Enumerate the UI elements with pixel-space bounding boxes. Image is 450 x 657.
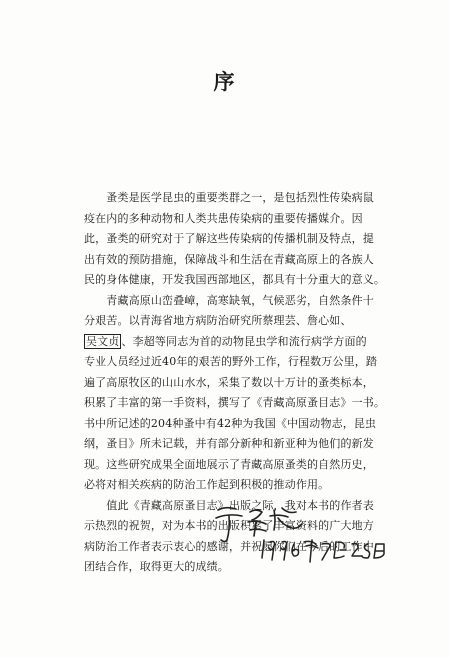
text-line: 遍了高原牧区的山山水水，采集了数以十万计的蚤类标本， [84, 375, 374, 389]
text-line: 民的身体健康，开发我国西部地区，都具有十分重大的意义。 [84, 273, 386, 286]
text-line: 书中所记述的204种蚤中有42种为我国《中国动物志，昆虫 [84, 416, 377, 430]
text-line: 疫在内的多种动物和人类共患传染病的重要传播媒介。因 [84, 211, 363, 225]
text-line: 团结合作，取得更大的成绩。 [84, 560, 229, 573]
text-line: 青藏高原山峦叠嶂，高寒缺氧，气候恶劣，自然条件十 [84, 293, 374, 307]
text-line: 示热烈的祝贺，对为本书的出版积累了丰富资料的广大地方 [84, 519, 374, 532]
handwritten-signature [212, 500, 402, 570]
paragraph-2 [84, 291, 386, 496]
text-line: 此，蚤类的研究对于了解这些传染病的传播机制及特点，提 [84, 232, 374, 245]
text-line: 值此《青藏高原蚤目志》出版之际，我对本书的作者表 [84, 498, 374, 512]
page-title: 序 [213, 69, 237, 94]
text-line: 现。这些研究成果全面地展示了青藏高原蚤类的自然历史， [84, 457, 374, 471]
text-line: 分艰苦。以青海省地方病防治研究所蔡理芸、詹心如、 [84, 314, 352, 327]
text-line-with-boxed-name [84, 332, 374, 353]
text-line: 积累了丰富的第一手资料，撰写了《青藏高原蚤目志》一书。 [84, 396, 386, 409]
text-line: 蚤类是医学昆虫的重要类群之一，是包括烈性传染病鼠 [84, 191, 374, 204]
text-line: 专业人员经过近40年的艰苦的野外工作，行程数万公里，踏 [84, 355, 378, 368]
text-line: 必将对相关疾病的防治工作起到积极的推动作用。 [84, 478, 330, 491]
boxed-author-name: 吴文贞 [86, 334, 120, 348]
signature-drawing [212, 500, 402, 570]
text-line: 病防治工作者表示衷心的感谢，并祝愿你们在今后的工作中 [84, 539, 374, 553]
text-line: 出有效的预防措施，保障战斗和生活在青藏高原上的各族人 [84, 252, 374, 266]
paragraph-1 [84, 188, 386, 291]
line-rest: 、李超等同志为首的动物昆虫学和流行病学方面的 [121, 334, 367, 348]
text-line: 纲，蚤目》所未记载，并有部分新种和新亚种为他们的新发 [84, 437, 374, 450]
